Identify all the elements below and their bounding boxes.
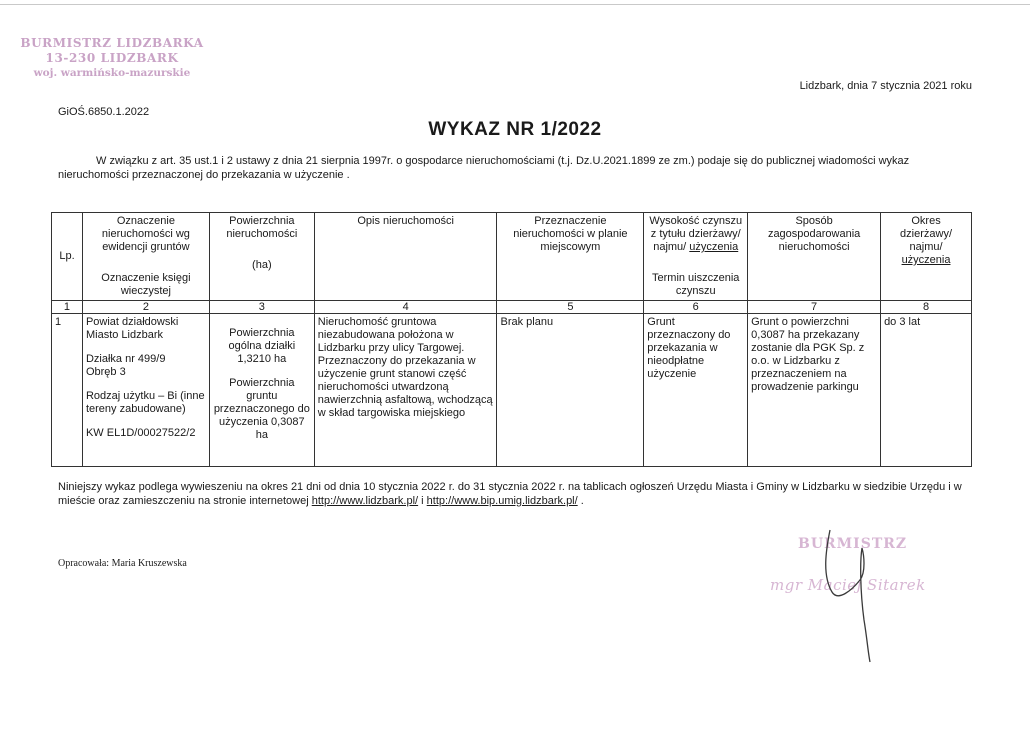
column-number: 7 (748, 301, 881, 314)
header-sposob: Sposób zagospodarowania nieruchomości (748, 213, 881, 301)
header-powierzchnia: Powierzchnia nieruchomości (ha) (209, 213, 314, 301)
header-opis: Opis nieruchomości (314, 213, 497, 301)
stamp-line-3: woj. warmińsko-mazurskie (33, 67, 191, 79)
link-bip[interactable]: http://www.bip.umig.lidzbark.pl/ (426, 495, 578, 507)
handwritten-signature (780, 520, 900, 670)
notice-text: Niniejszy wykaz podlega wywieszeniu na okres 21 dni od dnia 10 stycznia 2022 r. do 31 stycznia 2022 r. na tablicach ogłoszeń Urzędu Miasta i Gminy w Lidzbarku w siedzibie Urzędu i w mieście oraz zamieszczeniu na stronie internetowej (58, 481, 962, 507)
reference-number: GiOŚ.6850.1.2022 (58, 106, 150, 118)
column-number: 3 (209, 301, 314, 314)
prepared-by: Opracowała: Maria Kruszewska (58, 558, 187, 569)
column-number: 1 (52, 301, 83, 314)
table-header-row (52, 213, 972, 301)
stamp-line-2: 13-230 LIDZBARK (45, 51, 179, 65)
signature-role-stamp: BURMISTRZ (798, 536, 908, 552)
posting-notice (58, 480, 973, 508)
link-lidzbark[interactable]: http://www.lidzbark.pl/ (311, 495, 419, 507)
cell-oznaczenie: Powiat działdowski Miasto Lidzbark Działka nr 499/9 Obręb 3 Rodzaj użytku – Bi (inne tereny zabudowane) KW EL1D/00027522/2 (82, 314, 209, 467)
column-number: 6 (644, 301, 748, 314)
signature-name-stamp: mgr Maciej Sitarek (770, 576, 926, 594)
cell-czynsz: Grunt przeznaczony do przekazania w nieodpłatne użyczenie (644, 314, 748, 467)
cell-lp: 1 (52, 314, 83, 467)
header-przeznaczenie: Przeznaczenie nieruchomości w planie miejscowym (497, 213, 644, 301)
cell-przeznaczenie: Brak planu (497, 314, 644, 467)
stamp-line-1: BURMISTRZ LIDZBARKA (20, 36, 204, 50)
place-and-date: Lidzbark, dnia 7 stycznia 2021 roku (799, 80, 972, 92)
property-table (51, 212, 972, 467)
intro-paragraph: W związku z art. 35 ust.1 i 2 ustawy z dnia 21 sierpnia 1997r. o gospodarce nieruchomościami (t.j. Dz.U.2021.1899 ze zm.) podaje się do publicznej wiadomości wykaz nieruchomości przeznaczonej do przekazania w użyczenie . (58, 155, 910, 181)
notice-separator: i (418, 495, 427, 507)
column-number: 8 (881, 301, 972, 314)
column-number: 2 (82, 301, 209, 314)
top-edge-line (0, 4, 1030, 5)
cell-sposob: Grunt o powierzchni 0,3087 ha przekazany zostanie dla PGK Sp. z o.o. w Lidzbarku z przeznaczeniem na prowadzenie parkingu (748, 314, 881, 467)
header-czynsz: Wysokość czynszu z tytułu dzierżawy/ najmu/ użyczenia Termin uiszczenia czynszu (644, 213, 748, 301)
header-lp: Lp. (52, 213, 83, 301)
cell-okres: do 3 lat (881, 314, 972, 467)
column-number: 5 (497, 301, 644, 314)
column-number-row (52, 301, 972, 314)
notice-end: . (577, 495, 584, 507)
office-stamp (18, 36, 206, 81)
header-oznaczenie: Oznaczenie nieruchomości wg ewidencji gruntów Oznaczenie księgi wieczystej (82, 213, 209, 301)
cell-powierzchnia: Powierzchnia ogólna działki 1,3210 ha Powierzchnia gruntu przeznaczonego do użyczenia 0,3087 ha (209, 314, 314, 467)
column-number: 4 (314, 301, 497, 314)
document-title: WYKAZ NR 1/2022 (428, 119, 602, 140)
table-row (52, 314, 972, 467)
cell-opis: Nieruchomość gruntowa niezabudowana położona w Lidzbarku przy ulicy Targowej. Przeznaczony do przekazania w użyczenie grunt stanowi część nieruchomości utwardzoną nawierzchnią asfaltową, wchodzącą w skład targowiska miejskiego (314, 314, 497, 467)
header-okres: Okres dzierżawy/ najmu/ użyczenia (881, 213, 972, 301)
